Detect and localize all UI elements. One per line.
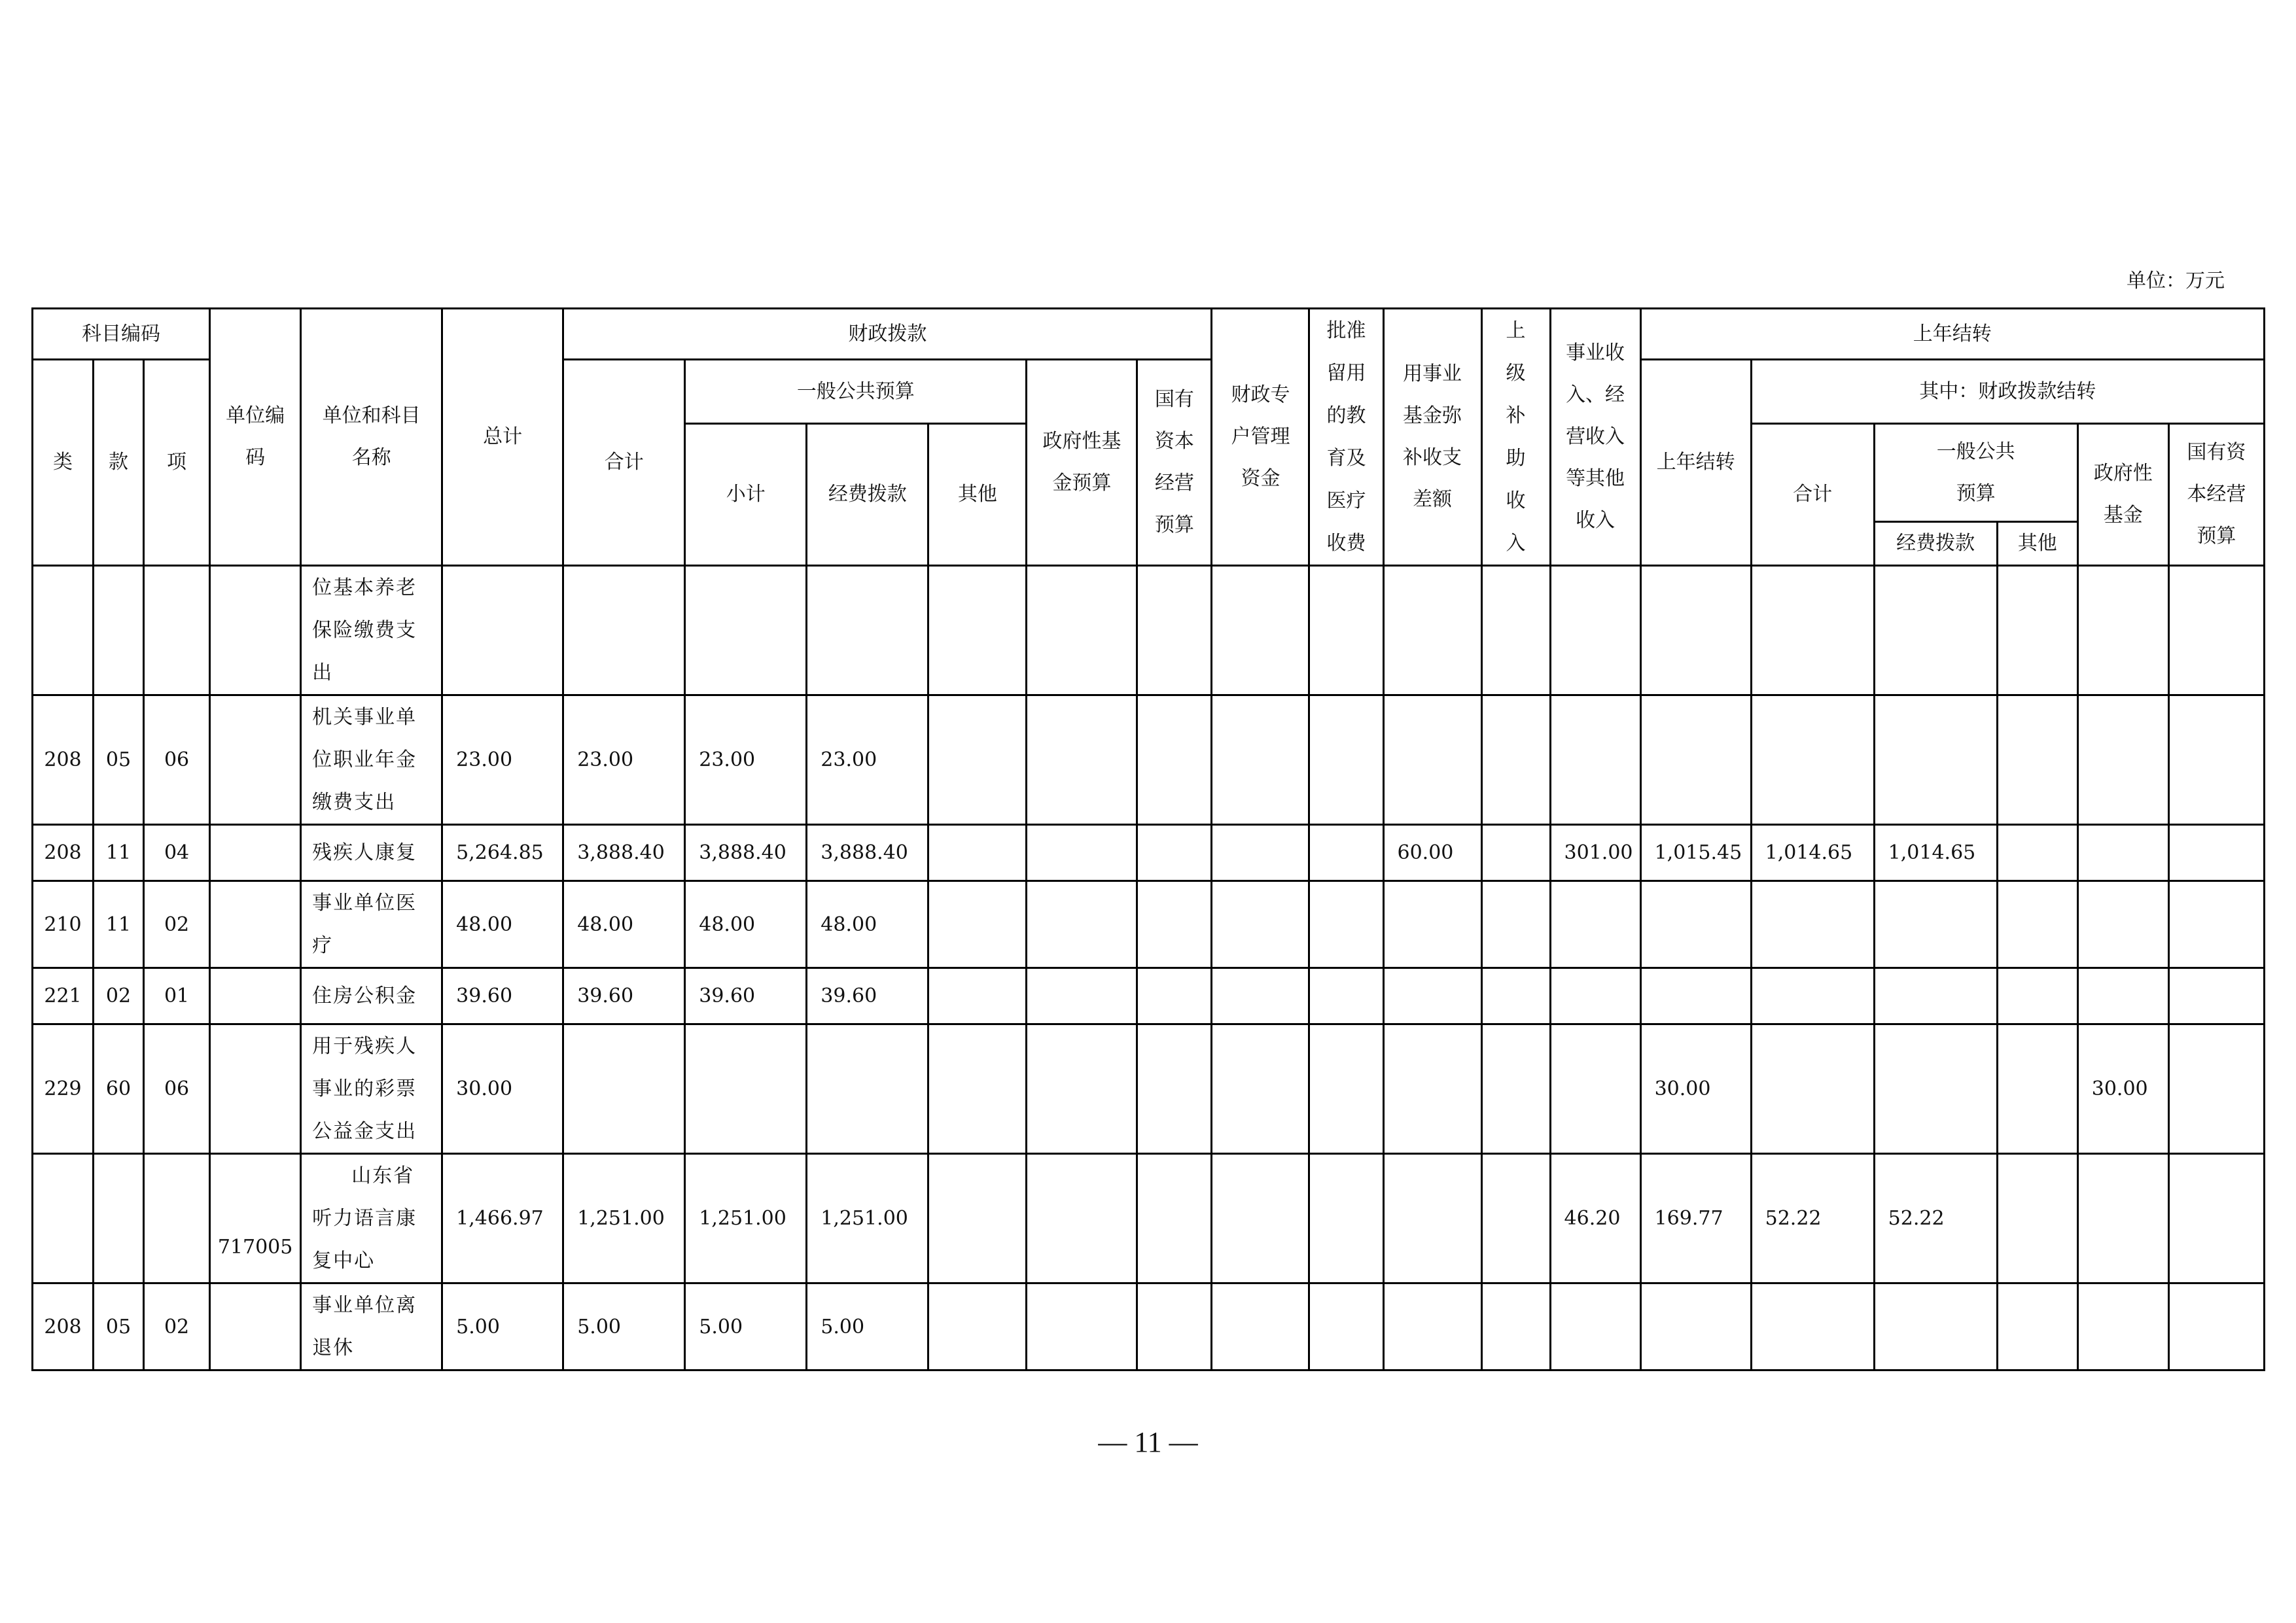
cell-co-other <box>1997 1283 2077 1370</box>
cell-gov-fund <box>1027 566 1137 695</box>
cell-co-other <box>1997 825 2077 881</box>
cell-superior-subsidy <box>1481 695 1550 825</box>
cell-superior-subsidy <box>1481 1283 1550 1370</box>
cell-fiscal-total: 48.00 <box>563 881 685 968</box>
cell-co-total <box>1751 968 1874 1024</box>
cell-kuan <box>94 566 144 695</box>
cell-name: 残疾人康复 <box>301 825 442 881</box>
unit-note: 单位：万元 <box>2127 270 2225 292</box>
header-of-which-fiscal: 其中：财政拨款结转 <box>1751 360 2264 424</box>
cell-co-state-capital <box>2168 1283 2264 1370</box>
cell-lei <box>33 566 94 695</box>
cell-gb-other <box>928 1283 1027 1370</box>
cell-lei: 208 <box>33 695 94 825</box>
cell-co-gov-fund <box>2077 1154 2168 1283</box>
cell-fiscal-total <box>563 566 685 695</box>
cell-retained-fees <box>1309 1283 1383 1370</box>
cell-unit-code: 717005 <box>210 1154 301 1283</box>
cell-name: 位基本养老保险缴费支出 <box>301 566 442 695</box>
cell-unit-code <box>210 968 301 1024</box>
cell-co-gov-fund: 30.00 <box>2077 1024 2168 1154</box>
cell-gb-other <box>928 968 1027 1024</box>
cell-xiang <box>144 566 210 695</box>
cell-state-capital <box>1137 1283 1212 1370</box>
cell-fiscal-total: 39.60 <box>563 968 685 1024</box>
cell-retained-fees <box>1309 1154 1383 1283</box>
header-row-1 <box>33 309 2265 360</box>
cell-total: 48.00 <box>442 881 563 968</box>
cell-unit-code <box>210 825 301 881</box>
cell-co-funding <box>1874 566 1997 695</box>
cell-unit-code <box>210 1283 301 1370</box>
cell-state-capital <box>1137 1154 1212 1283</box>
cell-kuan: 05 <box>94 695 144 825</box>
cell-co-gov-fund <box>2077 695 2168 825</box>
cell-name: 山东省听力语言康复中心 <box>301 1154 442 1283</box>
cell-gb-funding: 23.00 <box>807 695 928 825</box>
cell-co-other <box>1997 968 2077 1024</box>
cell-name: 住房公积金 <box>301 968 442 1024</box>
header-co-state-capital: 国有资 本经营 预算 <box>2168 424 2264 566</box>
header-co-gov-fund: 政府性 基金 <box>2077 424 2168 566</box>
cell-superior-subsidy <box>1481 1154 1550 1283</box>
cell-business-income <box>1550 1024 1640 1154</box>
cell-gb-other <box>928 1024 1027 1154</box>
cell-fund-balance: 60.00 <box>1383 825 1481 881</box>
header-gb-subtotal: 小计 <box>685 424 807 566</box>
cell-gb-subtotal: 39.60 <box>685 968 807 1024</box>
cell-lei: 210 <box>33 881 94 968</box>
header-lei: 类 <box>33 360 94 566</box>
cell-name: 用于残疾人事业的彩票公益金支出 <box>301 1024 442 1154</box>
cell-business-income <box>1550 566 1640 695</box>
cell-gov-fund <box>1027 1154 1137 1283</box>
cell-co-funding: 52.22 <box>1874 1154 1997 1283</box>
cell-lei: 229 <box>33 1024 94 1154</box>
cell-co-total <box>1751 1283 1874 1370</box>
header-kuan: 款 <box>94 360 144 566</box>
header-general-budget: 一般公共预算 <box>685 360 1027 424</box>
page-number: — 11 — <box>1098 1426 1198 1458</box>
cell-total: 39.60 <box>442 968 563 1024</box>
cell-co-gov-fund <box>2077 825 2168 881</box>
cell-co-state-capital <box>2168 1154 2264 1283</box>
table-row <box>33 825 2265 881</box>
cell-co-total <box>1751 881 1874 968</box>
cell-gb-subtotal: 3,888.40 <box>685 825 807 881</box>
cell-xiang: 02 <box>144 881 210 968</box>
header-carryover-total: 上年结转 <box>1640 360 1751 566</box>
header-gov-fund: 政府性基 金预算 <box>1027 360 1137 566</box>
cell-gb-funding <box>807 1024 928 1154</box>
cell-kuan: 11 <box>94 825 144 881</box>
cell-gb-subtotal: 5.00 <box>685 1283 807 1370</box>
header-total: 总计 <box>442 309 563 566</box>
cell-lei: 221 <box>33 968 94 1024</box>
cell-name: 机关事业单位职业年金缴费支出 <box>301 695 442 825</box>
table-row <box>33 1024 2265 1154</box>
header-carryover: 上年结转 <box>1640 309 2264 360</box>
budget-table <box>31 307 2265 1371</box>
cell-fiscal-total: 3,888.40 <box>563 825 685 881</box>
cell-gb-funding: 3,888.40 <box>807 825 928 881</box>
cell-co-other <box>1997 881 2077 968</box>
cell-lei: 208 <box>33 825 94 881</box>
header-fiscal-total: 合计 <box>563 360 685 566</box>
cell-kuan: 02 <box>94 968 144 1024</box>
cell-kuan: 11 <box>94 881 144 968</box>
cell-gov-fund <box>1027 695 1137 825</box>
cell-gb-subtotal: 23.00 <box>685 695 807 825</box>
cell-superior-subsidy <box>1481 566 1550 695</box>
cell-carryover-total <box>1640 968 1751 1024</box>
cell-special-account <box>1212 1024 1309 1154</box>
header-unit-name: 单位和科目 名称 <box>301 309 442 566</box>
cell-xiang: 01 <box>144 968 210 1024</box>
header-business-income: 事业收 入、经 营收入 等其他 收入 <box>1550 309 1640 566</box>
cell-carryover-total <box>1640 695 1751 825</box>
cell-special-account <box>1212 695 1309 825</box>
cell-co-total <box>1751 695 1874 825</box>
cell-gov-fund <box>1027 1024 1137 1154</box>
cell-xiang <box>144 1154 210 1283</box>
cell-gb-funding <box>807 566 928 695</box>
cell-unit-code <box>210 881 301 968</box>
cell-retained-fees <box>1309 566 1383 695</box>
cell-superior-subsidy <box>1481 825 1550 881</box>
cell-xiang: 04 <box>144 825 210 881</box>
cell-unit-code <box>210 1024 301 1154</box>
cell-xiang: 02 <box>144 1283 210 1370</box>
cell-gb-other <box>928 1154 1027 1283</box>
cell-fiscal-total <box>563 1024 685 1154</box>
table-row <box>33 968 2265 1024</box>
cell-co-gov-fund <box>2077 968 2168 1024</box>
cell-co-funding <box>1874 968 1997 1024</box>
cell-gov-fund <box>1027 881 1137 968</box>
cell-business-income: 46.20 <box>1550 1154 1640 1283</box>
cell-state-capital <box>1137 881 1212 968</box>
cell-co-state-capital <box>2168 566 2264 695</box>
cell-gb-funding: 1,251.00 <box>807 1154 928 1283</box>
table-row <box>33 695 2265 825</box>
table-row <box>33 1154 2265 1283</box>
cell-total: 23.00 <box>442 695 563 825</box>
cell-co-total: 52.22 <box>1751 1154 1874 1283</box>
cell-total <box>442 566 563 695</box>
cell-retained-fees <box>1309 825 1383 881</box>
cell-state-capital <box>1137 968 1212 1024</box>
cell-retained-fees <box>1309 881 1383 968</box>
cell-fund-balance <box>1383 695 1481 825</box>
cell-carryover-total <box>1640 881 1751 968</box>
table-row <box>33 881 2265 968</box>
cell-carryover-total <box>1640 1283 1751 1370</box>
cell-business-income: 301.00 <box>1550 825 1640 881</box>
cell-gov-fund <box>1027 1283 1137 1370</box>
cell-name: 事业单位医疗 <box>301 881 442 968</box>
cell-unit-code <box>210 566 301 695</box>
cell-gb-other <box>928 881 1027 968</box>
header-co-funding: 经费拨款 <box>1874 522 1997 566</box>
header-state-capital: 国有 资本 经营 预算 <box>1137 360 1212 566</box>
cell-business-income <box>1550 695 1640 825</box>
cell-gb-funding: 39.60 <box>807 968 928 1024</box>
cell-total: 5.00 <box>442 1283 563 1370</box>
header-special-account: 财政专 户管理 资金 <box>1212 309 1309 566</box>
cell-fund-balance <box>1383 1154 1481 1283</box>
cell-unit-code <box>210 695 301 825</box>
cell-gb-subtotal <box>685 1024 807 1154</box>
cell-superior-subsidy <box>1481 1024 1550 1154</box>
header-xiang: 项 <box>144 360 210 566</box>
cell-co-funding <box>1874 1283 1997 1370</box>
cell-retained-fees <box>1309 968 1383 1024</box>
header-fund-balance: 用事业 基金弥 补收支 差额 <box>1383 309 1481 566</box>
cell-lei: 208 <box>33 1283 94 1370</box>
cell-state-capital <box>1137 566 1212 695</box>
cell-gb-subtotal <box>685 566 807 695</box>
cell-business-income <box>1550 968 1640 1024</box>
cell-co-total <box>1751 566 1874 695</box>
cell-fiscal-total: 23.00 <box>563 695 685 825</box>
cell-kuan: 05 <box>94 1283 144 1370</box>
cell-co-gov-fund <box>2077 1283 2168 1370</box>
header-superior-subsidy: 上 级 补 助 收 入 <box>1481 309 1550 566</box>
cell-state-capital <box>1137 1024 1212 1154</box>
cell-fiscal-total: 1,251.00 <box>563 1154 685 1283</box>
cell-co-funding <box>1874 881 1997 968</box>
cell-gb-other <box>928 695 1027 825</box>
cell-gov-fund <box>1027 968 1137 1024</box>
cell-co-funding: 1,014.65 <box>1874 825 1997 881</box>
cell-co-other <box>1997 1024 2077 1154</box>
cell-co-gov-fund <box>2077 881 2168 968</box>
cell-special-account <box>1212 1283 1309 1370</box>
cell-carryover-total: 1,015.45 <box>1640 825 1751 881</box>
cell-xiang: 06 <box>144 1024 210 1154</box>
cell-retained-fees <box>1309 695 1383 825</box>
cell-co-funding <box>1874 1024 1997 1154</box>
cell-fund-balance <box>1383 566 1481 695</box>
cell-name: 事业单位离退休 <box>301 1283 442 1370</box>
cell-co-state-capital <box>2168 695 2264 825</box>
cell-co-state-capital <box>2168 881 2264 968</box>
cell-superior-subsidy <box>1481 968 1550 1024</box>
cell-special-account <box>1212 1154 1309 1283</box>
header-fiscal: 财政拨款 <box>563 309 1212 360</box>
cell-retained-fees <box>1309 1024 1383 1154</box>
cell-co-gov-fund <box>2077 566 2168 695</box>
cell-lei <box>33 1154 94 1283</box>
cell-carryover-total <box>1640 566 1751 695</box>
cell-xiang: 06 <box>144 695 210 825</box>
table-row <box>33 1283 2265 1370</box>
cell-kuan <box>94 1154 144 1283</box>
cell-co-state-capital <box>2168 825 2264 881</box>
cell-total: 1,466.97 <box>442 1154 563 1283</box>
cell-fund-balance <box>1383 968 1481 1024</box>
cell-business-income <box>1550 1283 1640 1370</box>
header-co-other: 其他 <box>1997 522 2077 566</box>
cell-gb-subtotal: 48.00 <box>685 881 807 968</box>
cell-special-account <box>1212 881 1309 968</box>
header-unit-code: 单位编 码 <box>210 309 301 566</box>
cell-fiscal-total: 5.00 <box>563 1283 685 1370</box>
cell-state-capital <box>1137 695 1212 825</box>
cell-co-state-capital <box>2168 1024 2264 1154</box>
cell-co-total <box>1751 1024 1874 1154</box>
cell-carryover-total: 169.77 <box>1640 1154 1751 1283</box>
cell-co-other <box>1997 695 2077 825</box>
header-retained-fees: 批准 留用 的教 育及 医疗 收费 <box>1309 309 1383 566</box>
cell-gb-subtotal: 1,251.00 <box>685 1154 807 1283</box>
cell-business-income <box>1550 881 1640 968</box>
header-co-total: 合计 <box>1751 424 1874 566</box>
cell-state-capital <box>1137 825 1212 881</box>
cell-fund-balance <box>1383 1283 1481 1370</box>
header-gb-funding: 经费拨款 <box>807 424 928 566</box>
cell-gb-funding: 48.00 <box>807 881 928 968</box>
header-co-general: 一般公共 预算 <box>1874 424 2077 522</box>
cell-special-account <box>1212 566 1309 695</box>
cell-co-total: 1,014.65 <box>1751 825 1874 881</box>
header-gb-other: 其他 <box>928 424 1027 566</box>
table-row <box>33 566 2265 695</box>
cell-gb-funding: 5.00 <box>807 1283 928 1370</box>
cell-kuan: 60 <box>94 1024 144 1154</box>
cell-special-account <box>1212 825 1309 881</box>
cell-fund-balance <box>1383 1024 1481 1154</box>
cell-superior-subsidy <box>1481 881 1550 968</box>
cell-gb-other <box>928 566 1027 695</box>
cell-gb-other <box>928 825 1027 881</box>
cell-co-other <box>1997 1154 2077 1283</box>
cell-fund-balance <box>1383 881 1481 968</box>
cell-carryover-total: 30.00 <box>1640 1024 1751 1154</box>
cell-gov-fund <box>1027 825 1137 881</box>
cell-co-funding <box>1874 695 1997 825</box>
cell-special-account <box>1212 968 1309 1024</box>
cell-total: 5,264.85 <box>442 825 563 881</box>
cell-co-state-capital <box>2168 968 2264 1024</box>
cell-co-other <box>1997 566 2077 695</box>
header-subject-code: 科目编码 <box>33 309 210 360</box>
cell-total: 30.00 <box>442 1024 563 1154</box>
